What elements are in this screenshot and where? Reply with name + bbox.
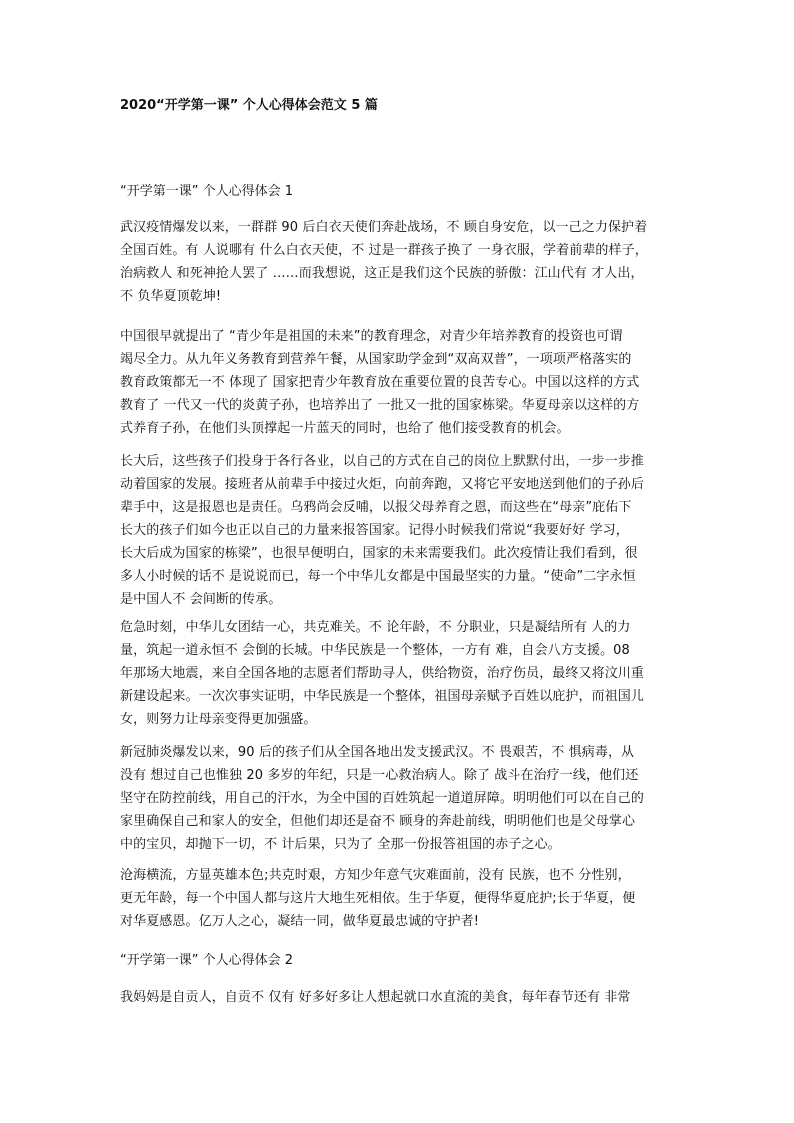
paragraph-3 (120, 450, 680, 611)
paragraph-line: 危急时刻，中华儿女团结一心，共克难关。不 论年龄，不 分职业，只是凝结所有 人的力 (120, 620, 631, 635)
paragraph-line: 年那场大地震，来自全国各地的志愿者们帮助寻人，供给物资，治疗伤员，最终又将汶川重 (120, 666, 645, 681)
paragraph-line: 对华夏感恩。亿万人之心，凝结一同，做华夏最忠诚的守护者! (120, 914, 480, 929)
paragraph-line: 动着国家的发展。接班者从前辈手中接过火炬，向前奔跑，又将它平安地送到他们的子孙后 (120, 477, 645, 492)
paragraph-line: 中国很早就提出了 “青少年是祖国的未来”的教育理念，对青少年培养教育的投资也可谓 (120, 329, 623, 344)
paragraph-line: 教育政策都无一不 体现了 国家把青少年教育放在重要位置的良苦专心。中国以这样的方式 (120, 375, 640, 390)
paragraph-line: 更无年龄，每一个中国人都与这片大地生死相依。生于华夏，便得华夏庇护;长于华夏，便 (120, 891, 636, 906)
paragraph-5 (120, 741, 680, 856)
paragraph-line: 全国百姓。有 人说哪有 什么白衣天使，不 过是一群孩子换了 一身衣服，学着前辈的样子， (120, 243, 648, 258)
paragraph-1 (120, 216, 680, 308)
paragraph-7 (120, 986, 680, 1009)
paragraph-line: 中的宝贝，却抛下一切，不 计后果，只为了 全那一份报答祖国的赤子之心。 (120, 837, 561, 852)
section-heading-1: “开学第一课” 个人心得体会 1 (120, 184, 294, 199)
paragraph-line: 新冠肺炎爆发以来，90 后的孩子们从全国各地出发支援武汉。不 畏艰苦，不 惧病毒，从 (120, 745, 635, 760)
paragraph-line: 辈手中，这是报恩也是责任。乌鸦尚会反哺，以报父母养育之恩，而这些在“母亲”庇佑下 (120, 500, 632, 515)
paragraph-line: 长大后成为国家的栋梁”，也很早便明白，国家的未来需要我们。此次疫情让我们看到，很 (120, 546, 638, 561)
paragraph-line: 长大后，这些孩子们投身于各行各业，以自己的方式在自己的岗位上默默付出，一步一步推 (120, 454, 645, 469)
paragraph-6 (120, 864, 680, 933)
paragraph-line: 量，筑起一道永恒不 会倒的长城。中华民族是一个整体，一方有 难，自会八方支援。08 (120, 643, 630, 658)
paragraph-line: 家里确保自己和家人的安全，但他们却还是奋不 顾身的奔赴前线，明明他们也是父母掌心 (120, 814, 636, 829)
paragraph-line: 新建设起来。一次次事实证明，中华民族是一个整体，祖国母亲赋予百姓以庇护，而祖国儿 (120, 689, 645, 704)
paragraph-line: 教育了 一代又一代的炎黄子孙，也培养出了 一批又一批的国家栋梁。华夏母亲以这样的方 (120, 398, 640, 413)
paragraph-line: 长大的孩子们如今也正以自己的力量来报答国家。记得小时候我们常说“我要好好 学习， (120, 523, 629, 538)
paragraph-line: 竭尽全力。从九年义务教育到营养午餐，从国家助学金到“双高双普”，一项项严格落实的 (120, 352, 632, 367)
paragraph-line: 式养育子孙，在他们头顶撑起一片蓝天的同时，也给了 他们接受教育的机会。 (120, 421, 570, 436)
paragraph-line: 治病救人 和死神抢人罢了 ……而我想说，这正是我们这个民族的骄傲：江山代有 才人出， (120, 266, 644, 281)
paragraph-line: 我妈妈是自贡人，自贡不 仅有 好多好多让人想起就口水直流的美食，每年春节还有 非常 (120, 990, 631, 1005)
paragraph-line: 不 负华夏顶乾坤! (120, 289, 222, 304)
paragraph-line: 女，则努力让母亲变得更加强盛。 (120, 712, 317, 727)
paragraph-line: 坚守在防控前线，用自己的汗水，为全中国的百姓筑起一道道屏障。明明他们可以在自己的 (120, 791, 645, 806)
paragraph-4 (120, 616, 680, 731)
paragraph-line: 是中国人不 会间断的传承。 (120, 592, 282, 607)
paragraph-line: 多人小时候的话不 是说说而已，每一个中华儿女都是中国最坚实的力量。“使命”二字永恒 (120, 569, 636, 584)
paragraph-line: 没有 想过自己也惟独 20 多岁的年纪，只是一心救治病人。除了 战斗在治疗一线，他们还 (120, 768, 639, 783)
section-heading-2: “开学第一课” 个人心得体会 2 (120, 953, 294, 968)
paragraph-line: 沧海横流，方显英雄本色;共克时艰，方知少年意气灾难面前，没有 民族，也不 分性别， (120, 868, 631, 883)
document-title: 2020“开学第一课” 个人心得体会范文 5 篇 (120, 98, 378, 113)
paragraph-2 (120, 325, 680, 440)
paragraph-line: 武汉疫情爆发以来，一群群 90 后白衣天使们奔赴战场，不 顾自身安危，以一己之力保护着 (120, 220, 648, 235)
